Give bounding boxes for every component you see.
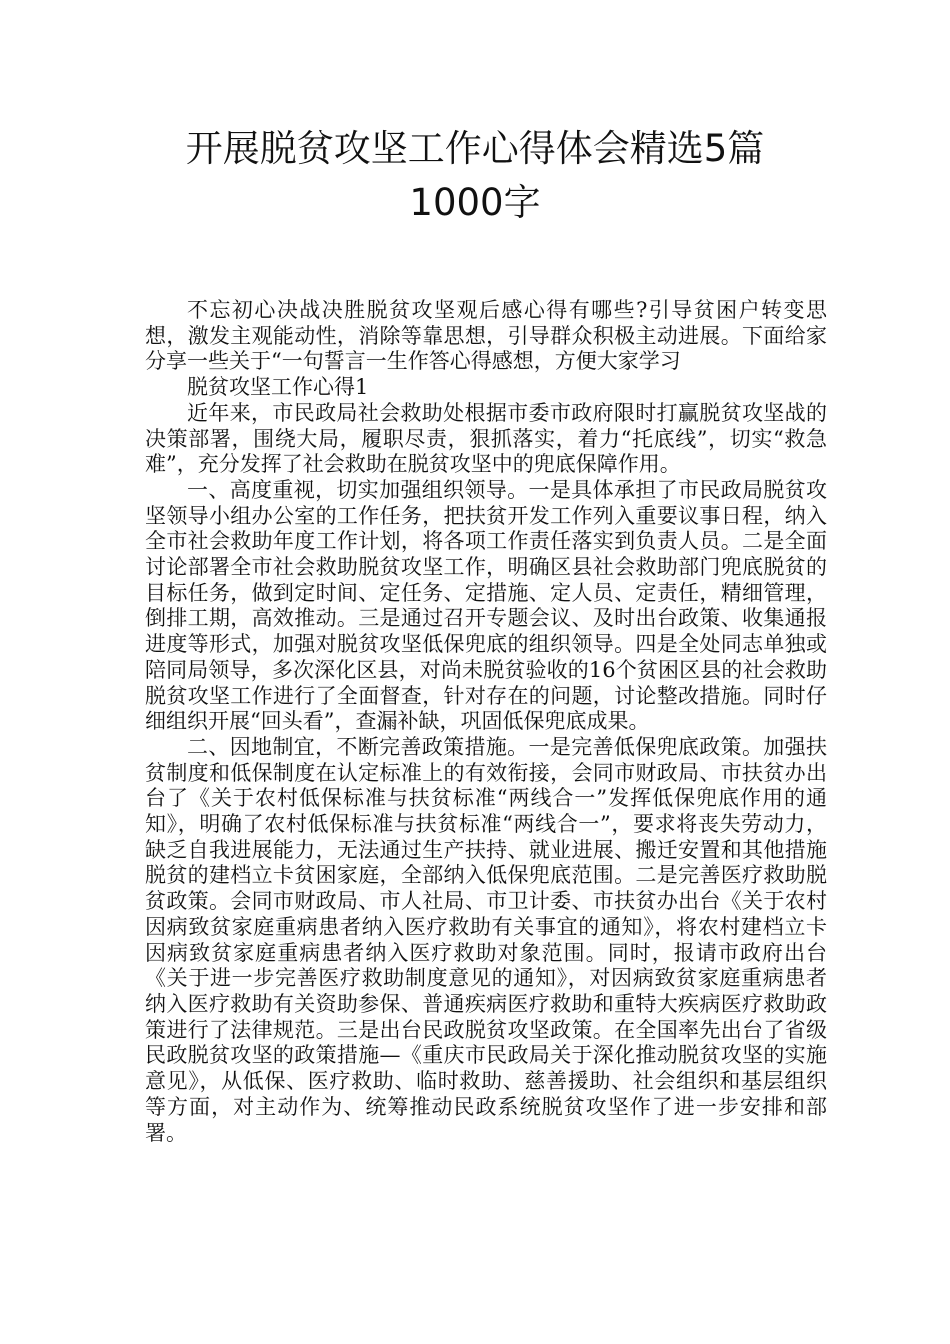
title-line-2: 1000字 — [409, 181, 541, 224]
intro-paragraph: 不忘初心决战决胜脱贫攻坚观后感心得有哪些?引导贫困户转变思想，激发主观能动性，消除等靠思想，引导群众积极主动进展。下面给家分享一些关于“一句誓言一生作答心得感想，方便大家学习 — [145, 298, 827, 374]
body-paragraph: 一、高度重视，切实加强组织领导。一是具体承担了市民政局脱贫攻坚领导小组办公室的工作任务，把扶贫开发工作列入重要议事日程，纳入全市社会救助年度工作计划，将各项工作责任落实到负责人员。二是全面讨论部署全市社会救助脱贫攻坚工作，明确区县社会救助部门兜底脱贫的目标任务，做到定时间、定任务、定措施、定人员、定责任，精细管理，倒排工期，高效推动。三是通过召开专题会议、及时出台政策、收集通报进度等形式，加强对脱贫攻坚低保兜底的组织领导。四是全处同志单独或陪同局领导，多次深化区县，对尚未脱贫验收的16个贫困区县的社会救助脱贫攻坚工作进行了全面督查，针对存在的问题，讨论整改措施。同时仔细组织开展“回头看”，查漏补缺，巩固低保兜底成果。 — [145, 477, 827, 734]
section-heading: 脱贫攻坚工作心得1 — [187, 375, 369, 400]
document-body — [145, 298, 827, 1146]
title-line-1: 开展脱贫攻坚工作心得体会精选5篇 — [185, 127, 765, 170]
document-title — [120, 122, 830, 230]
body-paragraph: 近年来，市民政局社会救助处根据市委市政府限时打赢脱贫攻坚战的决策部署，围绕大局，履职尽责，狠抓落实，着力“托底线”，切实“救急难”，充分发挥了社会救助在脱贫攻坚中的兜底保障作用。 — [145, 400, 827, 477]
body-paragraph: 二、因地制宜，不断完善政策措施。一是完善低保兜底政策。加强扶贫制度和低保制度在认定标准上的有效衔接，会同市财政局、市扶贫办出台了《关于农村低保标准与扶贫标准“两线合一”发挥低保兜底作用的通知》，明确了农村低保标准与扶贫标准“两线合一”，要求将丧失劳动力，缺乏自我进展能力，无法通过生产扶持、就业进展、搬迁安置和其他措施脱贫的建档立卡贫困家庭，全部纳入低保兜底范围。二是完善医疗救助脱贫政策。会同市财政局、市人社局、市卫计委、市扶贫办出台《关于农村因病致贫家庭重病患者纳入医疗救助有关事宜的通知》，将农村建档立卡因病致贫家庭重病患者纳入医疗救助对象范围。同时，报请市政府出台《关于进一步完善医疗救助制度意见的通知》，对因病致贫家庭重病患者纳入医疗救助有关资助参保、普通疾病医疗救助和重特大疾病医疗救助政策进行了法律规范。三是出台民政脱贫攻坚政策。在全国率先出台了省级民政脱贫攻坚的政策措施—《重庆市民政局关于深化推动脱贫攻坚的实施意见》，从低保、医疗救助、临时救助、慈善援助、社会组织和基层组织等方面，对主动作为、统筹推动民政系统脱贫攻坚作了进一步安排和部署。 — [145, 734, 827, 1145]
